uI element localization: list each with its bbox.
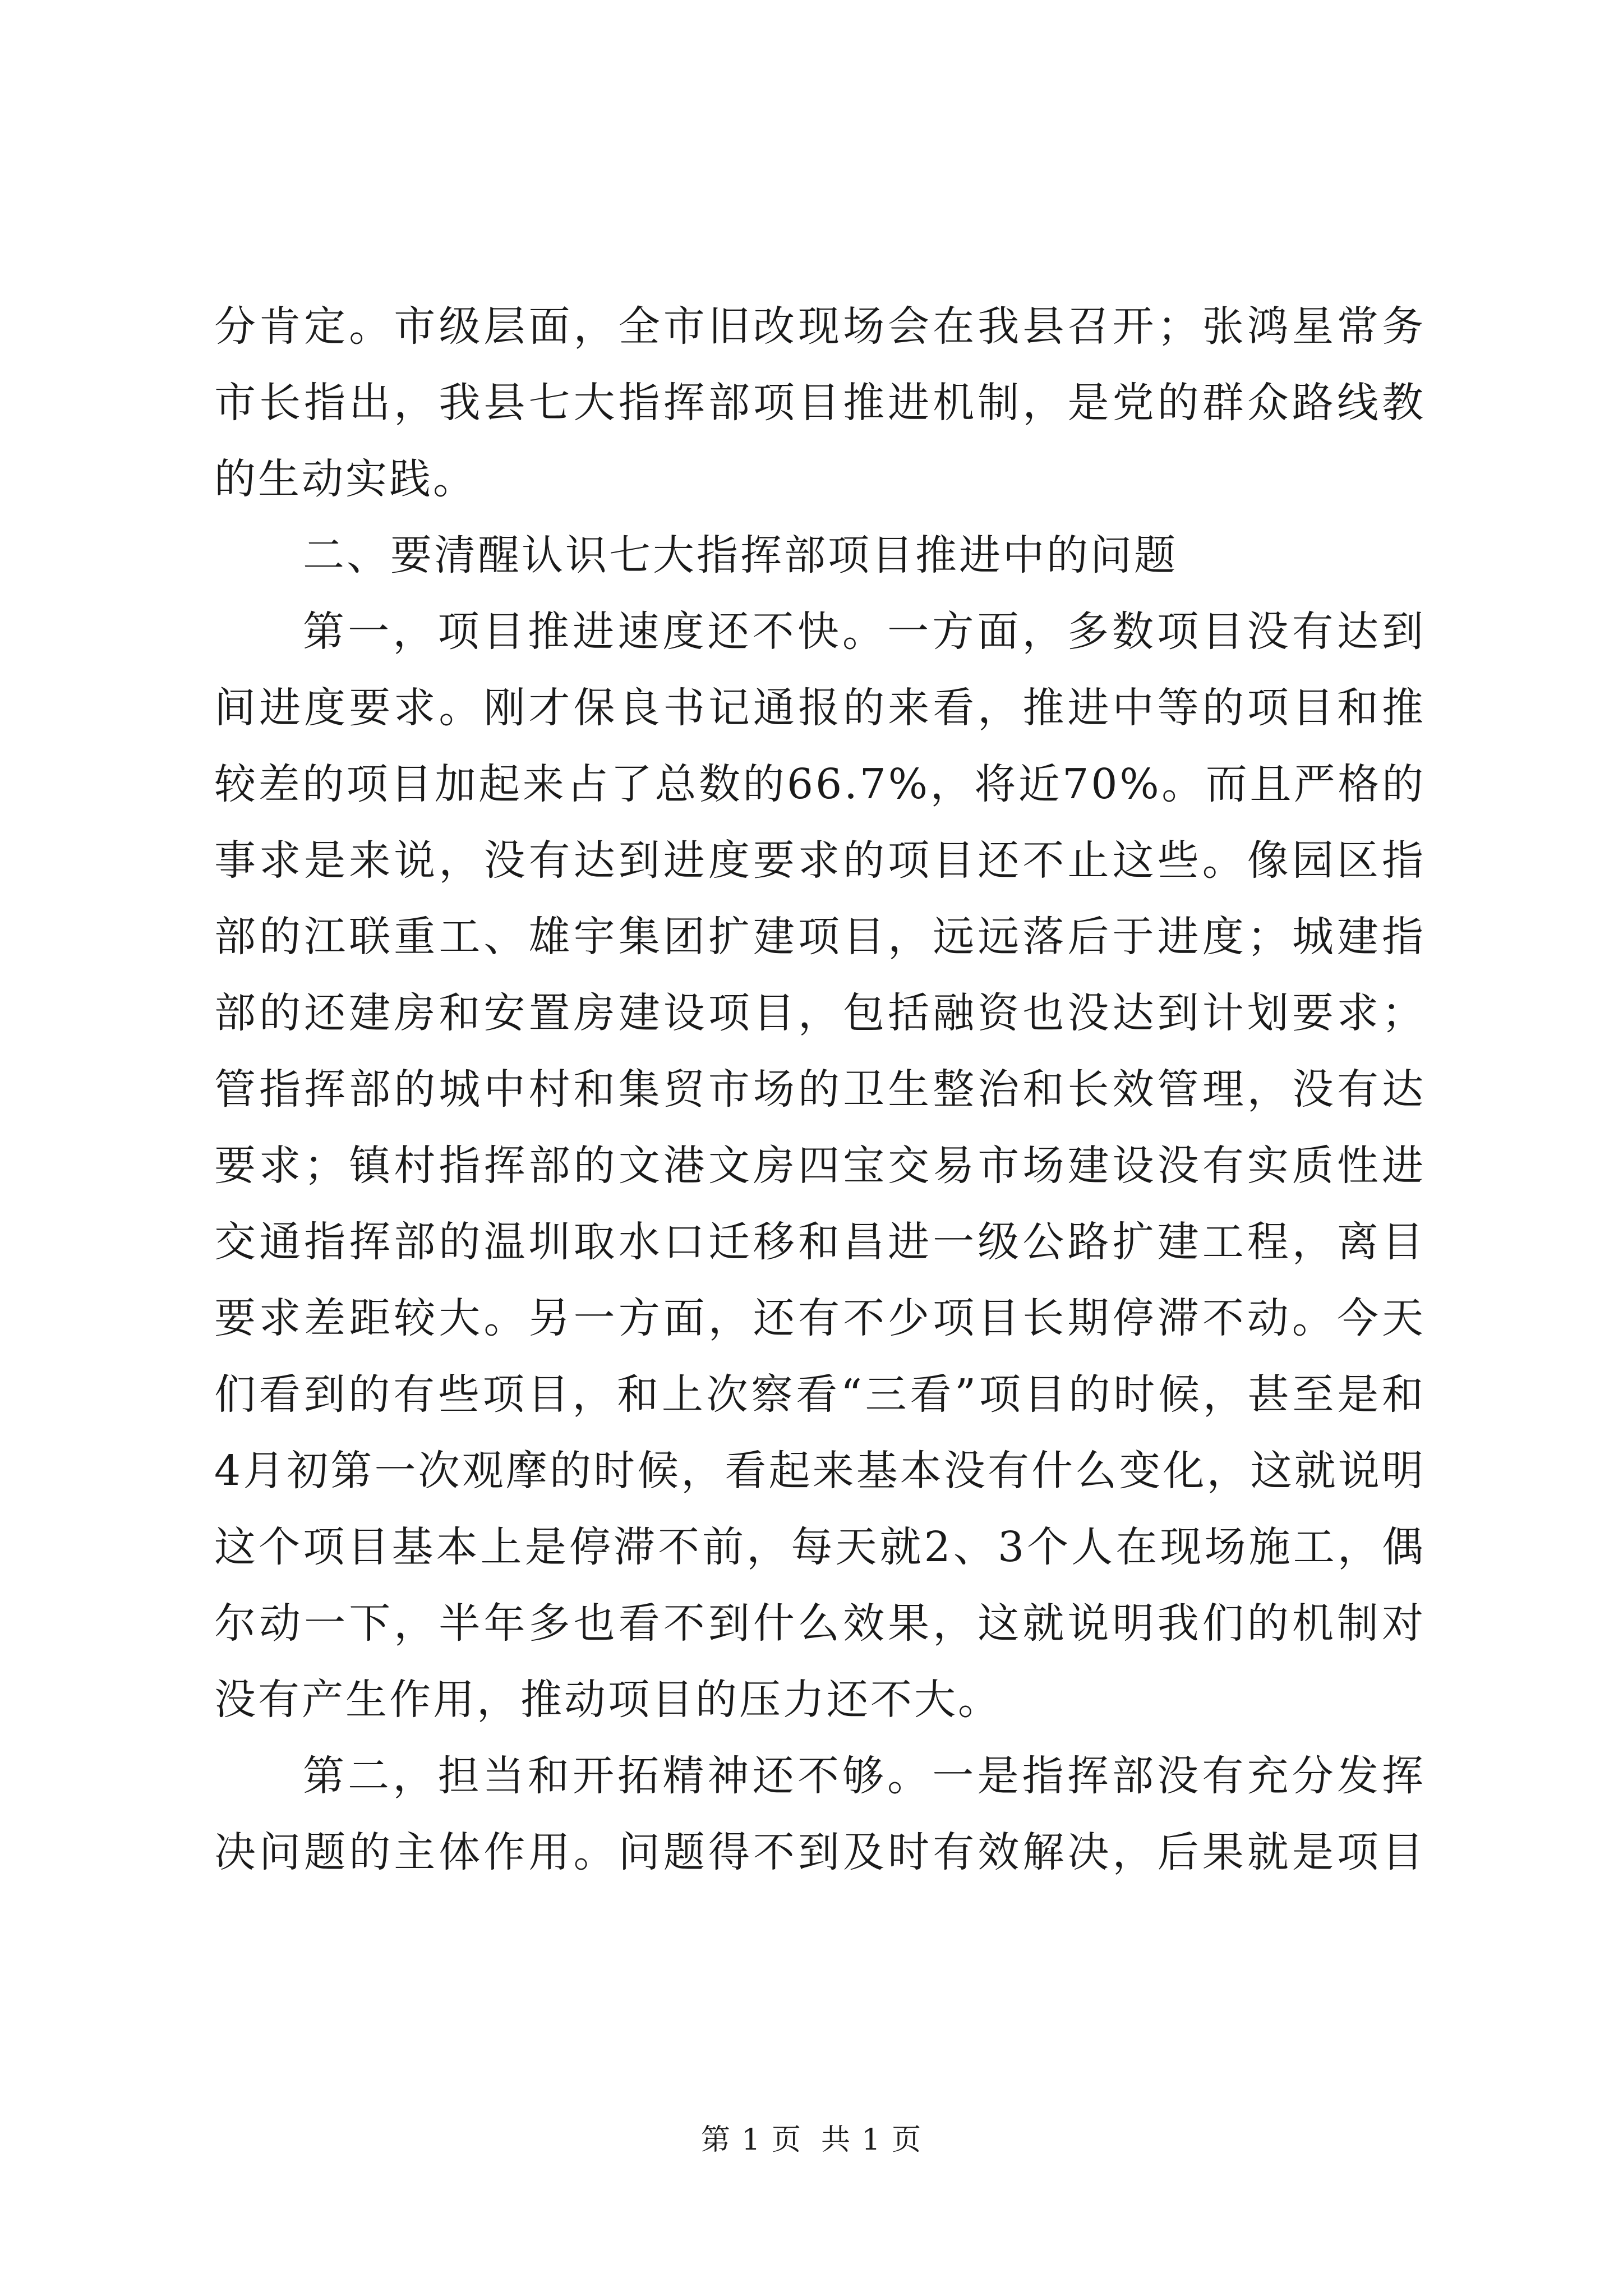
page-number: 第 1 页 <box>700 2123 802 2157</box>
page-footer <box>0 2120 1623 2160</box>
text-line: 事求是来说，没有达到进度要求的项目还不止这些。像园区指 <box>214 836 1426 885</box>
page-total: 共 1 页 <box>821 2123 923 2157</box>
text-line: 这个项目基本上是停滞不前，每天就2、3个人在现场施工，偶 <box>214 1523 1426 1571</box>
text-line: 分肯定。市级层面，全市旧改现场会在我县召开；张鸿星常务 <box>214 302 1426 351</box>
text-line: 的生动实践。 <box>214 455 477 503</box>
text-line: 交通指挥部的温圳取水口迁移和昌进一级公路扩建工程，离目 <box>214 1218 1426 1266</box>
text-line: 部的江联重工、雄宇集团扩建项目，远远落后于进度；城建指 <box>214 913 1426 961</box>
text-line: 管指挥部的城中村和集贸市场的卫生整治和长效管理，没有达 <box>214 1065 1426 1114</box>
text-line: 要求差距较大。另一方面，还有不少项目长期停滞不动。今天 <box>214 1294 1426 1342</box>
text-line: 们看到的有些项目，和上次察看“三看”项目的时候，甚至是和 <box>214 1370 1426 1419</box>
document-body <box>214 295 1426 1897</box>
text-line: 市长指出，我县七大指挥部项目推进机制，是党的群众路线教 <box>214 379 1426 427</box>
text-line: 4月初第一次观摩的时候，看起来基本没有什么变化，这就说明 <box>214 1447 1426 1495</box>
text-line: 部的还建房和安置房建设项目，包括融资也没达到计划要求； <box>214 989 1426 1037</box>
text-line: 没有产生作用，推动项目的压力还不大。 <box>214 1676 1002 1724</box>
text-line: 第二，担当和开拓精神还不够。一是指挥部没有充分发挥 <box>303 1752 1426 1800</box>
text-line: 二、要清醒认识七大指挥部项目推进中的问题 <box>303 531 1178 579</box>
text-line: 要求；镇村指挥部的文港文房四宝交易市场建设没有实质性进 <box>214 1142 1426 1190</box>
text-line: 第一，项目推进速度还不快。一方面，多数项目没有达到 <box>303 608 1426 656</box>
text-line: 决问题的主体作用。问题得不到及时有效解决，后果就是项目 <box>214 1828 1426 1876</box>
text-line: 间进度要求。刚才保良书记通报的来看，推进中等的项目和推 <box>214 684 1426 732</box>
text-line: 较差的项目加起来占了总数的66.7%，将近70%。而且严格的 <box>214 760 1426 808</box>
text-line: 尔动一下，半年多也看不到什么效果，这就说明我们的机制对 <box>214 1599 1426 1648</box>
